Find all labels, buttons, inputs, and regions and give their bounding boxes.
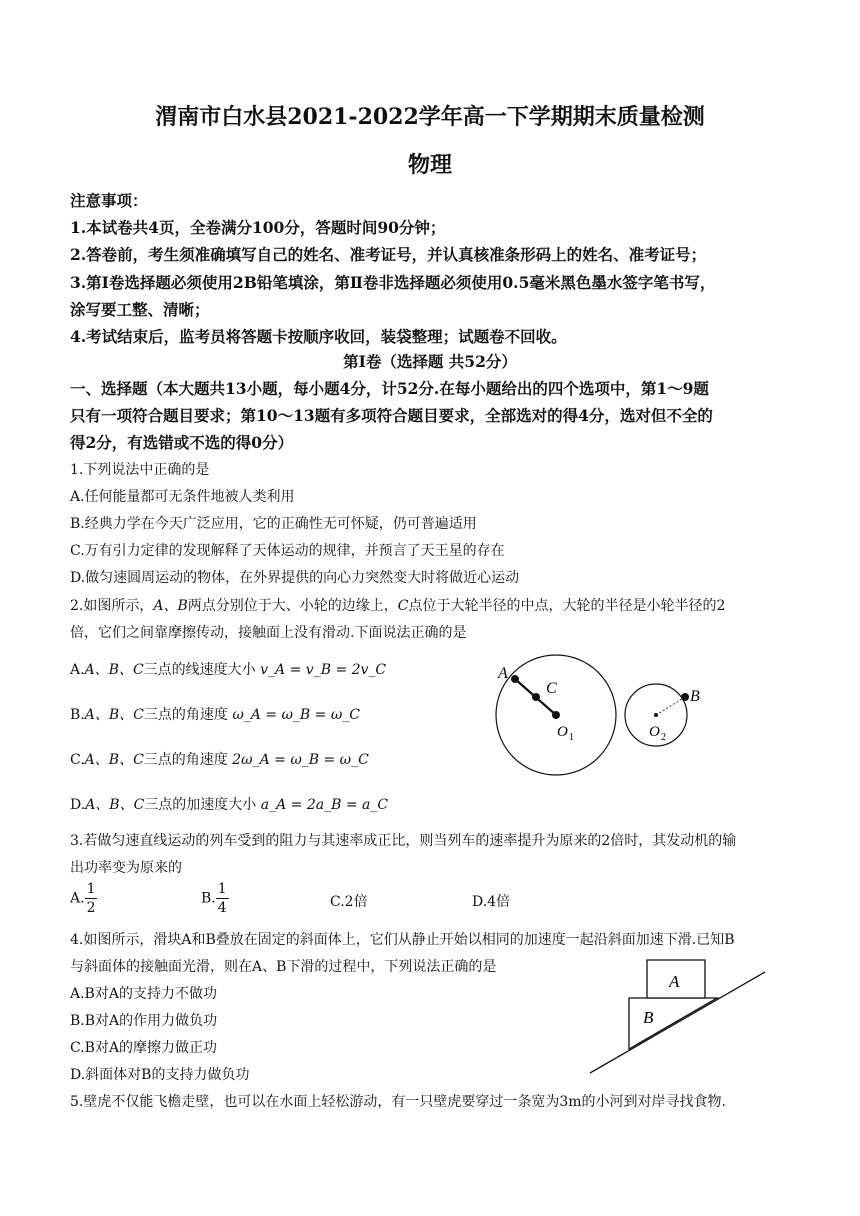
option-prefix: A.: [70, 662, 85, 678]
q1-stem: 1.下列说法中正确的是: [70, 462, 210, 478]
wheels-figure: [490, 645, 700, 795]
section-instructions: 得2分，有选错或不选的得0分）: [70, 433, 294, 452]
label-o2-sub: 2: [661, 732, 666, 743]
q4-option-c: C.B对A的摩擦力做正功: [70, 1040, 218, 1056]
option-text: 三点的加速度大小: [144, 797, 257, 813]
label-o1-sub: 1: [569, 732, 574, 743]
note-item: 2.答卷前，考生须准确填写自己的姓名、准考证号，并认真核准条形码上的姓名、准考证号；: [70, 245, 707, 264]
section-instructions: 只有一项符合题目要求；第10～13题有多项符合题目要求，全部选对的得4分，选对但不全的: [70, 406, 713, 425]
option-formula: a_A = 2a_B = a_C: [260, 797, 389, 813]
q2-stem-part: 点位于大轮半径的中点，大轮的半径是小轮半径的2: [408, 598, 726, 614]
option-formula: ω_A = ω_B = ω_C: [232, 707, 360, 723]
q2-stem-line1: [70, 595, 725, 615]
q2-option-c: [70, 749, 369, 769]
q4-stem-line1: 4.如图所示，滑块A和B叠放在固定的斜面体上，它们从静止开始以相同的加速度一起沿斜面加速下滑.已知B: [70, 932, 735, 948]
label-b: B: [690, 688, 700, 705]
q2-stem-part: 2.如图所示，: [70, 598, 154, 614]
numerator: 1: [86, 881, 96, 897]
numerator: 1: [217, 881, 227, 897]
label-block-b: B: [643, 1008, 654, 1027]
q3-stem-line2: 出功率变为原来的: [70, 860, 182, 876]
q3-option-c: C.2倍: [330, 894, 368, 910]
subject-title: 物理: [407, 152, 452, 178]
q4-option-a: A.B对A的支持力不做功: [70, 986, 217, 1002]
q4-option-d: D.斜面体对B的支持力做负功: [70, 1067, 250, 1083]
q3-option-b: [201, 880, 229, 917]
label-a: A: [498, 665, 508, 682]
option-points: A、B、C: [84, 662, 144, 678]
center-o2-dot: [654, 713, 658, 717]
fraction: [85, 880, 98, 917]
q2-points-ab: A、B: [153, 598, 188, 614]
notes-heading: 注意事项：: [70, 191, 148, 210]
denominator: 4: [217, 900, 227, 916]
option-prefix: B.: [201, 890, 216, 907]
q1-option-c: C.万有引力定律的发现解释了天体运动的规律，并预言了天王星的存在: [70, 543, 505, 559]
point-c-dot: [532, 693, 540, 701]
option-prefix: B.: [70, 707, 85, 723]
option-points: A、B、C: [85, 797, 145, 813]
q1-option-d: D.做匀速圆周运动的物体，在外界提供的向心力突然变大时将做近心运动: [70, 570, 520, 586]
q3-option-d: D.4倍: [472, 894, 511, 910]
q2-option-d: [70, 794, 388, 814]
note-item: 4.考试结束后，监考员将答题卡按顺序收回，装袋整理；试题卷不回收。: [70, 327, 567, 346]
q4-option-b: B.B对A的作用力做负功: [70, 1013, 218, 1029]
option-formula: v_A = v_B = 2v_C: [260, 662, 387, 678]
section-instructions: 一、选择题（本大题共13小题，每小题4分，计52分.在每小题给出的四个选项中，第1～9题: [70, 379, 709, 398]
option-points: A、B、C: [84, 707, 144, 723]
q2-option-a: [70, 659, 386, 679]
fraction: [216, 880, 229, 917]
q3-option-a: [70, 880, 97, 917]
q1-option-a: A.任何能量都可无条件地被人类利用: [70, 489, 295, 505]
point-a-dot: [511, 675, 519, 683]
note-item: 1.本试卷共4页，全卷满分100分，答题时间90分钟；: [70, 218, 446, 237]
note-item: 3.第Ⅰ卷选择题必须使用2B铅笔填涂，第Ⅱ卷非选择题必须使用0.5毫米黑色墨水签字笔书写，: [70, 273, 716, 292]
label-block-a: A: [669, 972, 680, 991]
q2-point-c: C: [397, 598, 409, 614]
option-text: 三点的线速度大小: [143, 662, 256, 678]
q2-stem-line2: 倍，它们之间靠摩擦传动，接触面上没有滑动.下面说法正确的是: [70, 625, 467, 641]
q1-option-b: B.经典力学在今天广泛应用，它的正确性无可怀疑，仍可普遍适用: [70, 516, 477, 532]
label-c: C: [546, 680, 557, 697]
q2-option-b: [70, 704, 360, 724]
option-points: A、B、C: [84, 752, 144, 768]
q4-stem-line2: 与斜面体的接触面光滑，则在A、B下滑的过程中，下列说法正确的是: [70, 959, 497, 975]
option-prefix: D.: [70, 797, 86, 813]
q3-stem-line1: 3.若做匀速直线运动的列车受到的阻力与其速率成正比，则当列车的速率提升为原来的2倍时，其发动机的输: [70, 833, 737, 849]
option-text: 三点的角速度: [143, 752, 228, 768]
label-o1: O: [557, 724, 568, 740]
option-prefix: C.: [70, 752, 85, 768]
section-title: 第Ⅰ卷（选择题 共52分）: [343, 352, 517, 371]
incline-figure: [585, 955, 775, 1080]
center-o1-dot: [552, 711, 560, 719]
small-wheel-radius: [656, 697, 685, 715]
q5-stem-line1: 5.壁虎不仅能飞檐走壁，也可以在水面上轻松游动，有一只壁虎要穿过一条宽为3m的小河到对岸寻找食物.: [70, 1094, 726, 1110]
option-prefix: A.: [70, 890, 85, 907]
label-o2: O: [649, 724, 660, 740]
q2-stem-part: 两点分别位于大、小轮的边缘上，: [187, 598, 398, 614]
option-text: 三点的角速度: [143, 707, 228, 723]
note-item: 涂写要工整、清晰；: [70, 300, 210, 319]
option-formula: 2ω_A = ω_B = ω_C: [232, 752, 369, 768]
exam-title: 渭南市白水县2021-2022学年高一下学期期末质量检测: [155, 104, 705, 130]
point-b-dot: [681, 693, 689, 701]
denominator: 2: [86, 900, 96, 916]
